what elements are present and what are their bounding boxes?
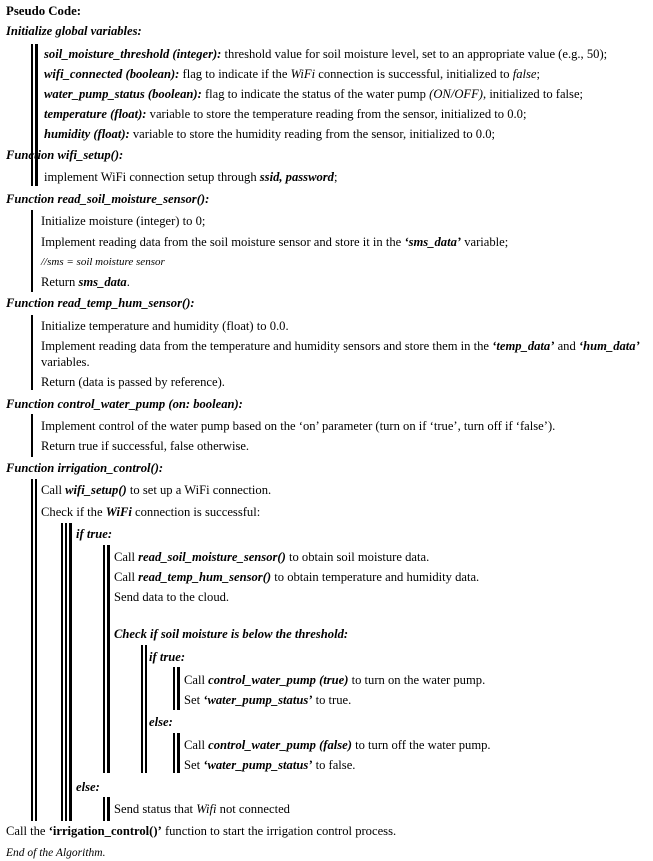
var-line-water-pump-status: water_pump_status (boolean): flag to indicate the status of the water pump (ON/OFF), initialized to false; (44, 87, 584, 101)
send-not-connected: Send status that Wifi not connected (114, 802, 290, 816)
read-temp-return: Return (data is passed by reference). (41, 375, 225, 389)
block-bar-wifi-2 (35, 166, 38, 186)
irrigation-line-2: Check if the WiFi connection is successful: (41, 505, 261, 519)
var-line-wifi-connected: wifi_connected (boolean): flag to indicate if the WiFi connection is successful, initialized to false; (44, 67, 541, 81)
send-cloud: Send data to the cloud. (114, 590, 230, 604)
block-bar-wifi-1 (31, 166, 33, 186)
block-bar-true-1 (103, 545, 105, 773)
pseudo-code-heading: Pseudo Code: (6, 4, 82, 18)
var-line-soil-threshold: soil_moisture_threshold (integer): threshold value for soil moisture level, set to an appropriate value (e.g., 50); (44, 47, 608, 61)
control-pump-title: Function control_water_pump (on: boolean): (6, 397, 243, 411)
block-bar-irr-2 (35, 479, 37, 821)
block-bar-check-3 (69, 523, 72, 821)
init-globals-title: Initialize global variables: (6, 24, 142, 38)
var-line-humidity: humidity (float): variable to store the humidity reading from the sensor, initialized to 0.0; (44, 127, 496, 141)
read-soil-line-1: Initialize moisture (integer) to 0; (41, 214, 206, 228)
block-bar-pump-on-1 (173, 667, 175, 710)
inner-else-label: else: (149, 715, 173, 729)
var-line-temperature: temperature (float): variable to store the temperature reading from the sensor, initialized to 0.0; (44, 107, 527, 121)
control-pump-line-1: Implement control of the water pump based on the ‘on’ parameter (turn on if ‘true’, turn off if ‘false’). (41, 419, 556, 433)
block-bar-pump-off-1 (173, 733, 175, 773)
set-status-false: Set ‘water_pump_status’ to false. (184, 758, 356, 772)
read-temp-line-2-cont: variables. (41, 355, 90, 369)
call-pump-off: Call control_water_pump (false) to turn off the water pump. (184, 738, 491, 752)
block-bar-check-2 (65, 523, 67, 821)
block-bar-true-2 (107, 545, 110, 773)
read-soil-return: Return sms_data. (41, 275, 130, 289)
call-read-temp: Call read_temp_hum_sensor() to obtain temperature and humidity data. (114, 570, 480, 584)
block-bar-pump-off-2 (177, 733, 180, 773)
check-threshold-label: Check if soil moisture is below the threshold: (114, 627, 349, 641)
call-read-soil: Call read_soil_moisture_sensor() to obtain soil moisture data. (114, 550, 430, 564)
set-status-true: Set ‘water_pump_status’ to true. (184, 693, 352, 707)
irrigation-line-1: Call wifi_setup() to set up a WiFi connection. (41, 483, 272, 497)
irrigation-title: Function irrigation_control(): (6, 461, 164, 475)
read-soil-line-2: Implement reading data from the soil moisture sensor and store it in the ‘sms_data’ variable; (41, 235, 509, 249)
block-bar-threshold-2 (145, 645, 147, 773)
inner-if-true-label: if true: (149, 650, 186, 664)
read-temp-title: Function read_temp_hum_sensor(): (6, 296, 195, 310)
read-soil-title: Function read_soil_moisture_sensor(): (6, 192, 210, 206)
control-pump-line-2: Return true if successful, false otherwise. (41, 439, 250, 453)
read-temp-line-2: Implement reading data from the temperature and humidity sensors and store them in the ‘temp_data’ and ‘hum_data’ (41, 339, 640, 353)
block-bar-pump (31, 414, 33, 457)
end-of-algorithm: End of the Algorithm. (6, 847, 106, 859)
block-bar-else-2 (107, 797, 110, 821)
read-temp-line-1: Initialize temperature and humidity (float) to 0.0. (41, 319, 289, 333)
block-bar-else-1 (103, 797, 105, 821)
call-pump-on: Call control_water_pump (true) to turn on the water pump. (184, 673, 486, 687)
if-true-label: if true: (76, 527, 113, 541)
block-bar-irr-1 (31, 479, 33, 821)
outer-else-label: else: (76, 780, 100, 794)
wifi-setup-title: Function wifi_setup(): (6, 148, 124, 162)
block-bar-temp (31, 315, 33, 390)
block-bar-pump-on-2 (177, 667, 180, 710)
block-bar-check-1 (61, 523, 63, 821)
block-bar-threshold-1 (141, 645, 143, 773)
call-irrigation-line: Call the ‘irrigation_control()’ function to start the irrigation control process. (6, 824, 397, 838)
read-soil-comment: //sms = soil moisture sensor (41, 256, 165, 268)
block-bar-soil (31, 210, 33, 292)
wifi-setup-line: implement WiFi connection setup through ssid, password; (44, 170, 338, 184)
